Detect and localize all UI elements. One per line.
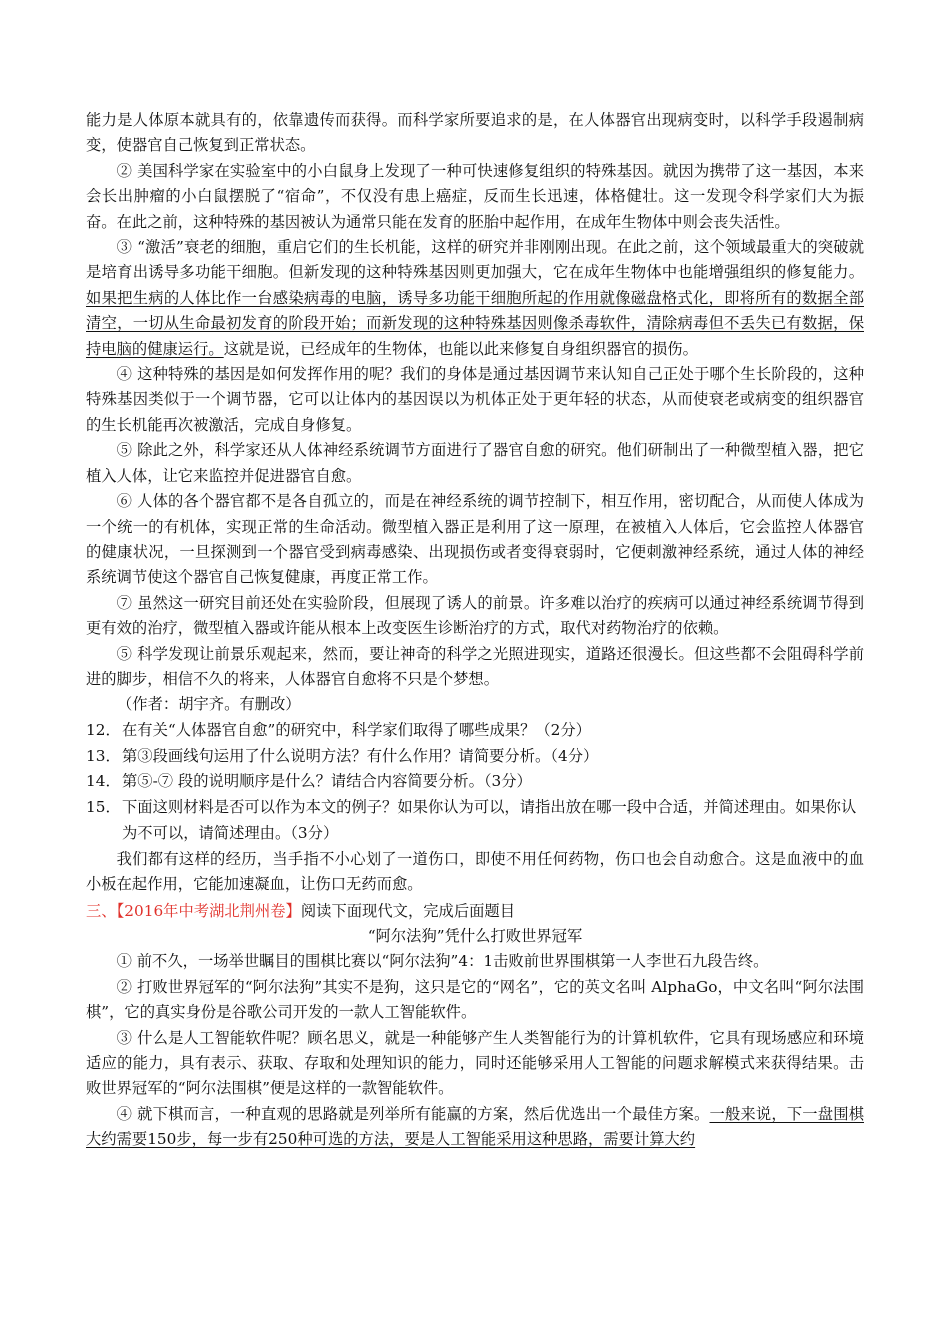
question-item (86, 769, 864, 795)
section-instruction: 阅读下面现代文，完成后面题目 (300, 901, 516, 920)
paragraph-4-intro-text: ④ 就下棋而言，一种直观的思路就是列举所有能赢的方案，然后优选出一个最佳方案。 (116, 1104, 710, 1123)
question-list (86, 718, 864, 847)
question-item (86, 795, 864, 847)
article2-paragraph-4 (86, 1102, 864, 1153)
article1-paragraph-2: ② 美国科学家在实验室中的小白鼠身上发现了一种可快速修复组织的特殊基因。就因为携带了这一基因，本来会长出肿瘤的小白鼠摆脱了“宿命”，不仅没有患上癌症，反而生长迅速，体格健壮。这一发现令科学家们大为振奋。在此之前，这种特殊的基因被认为通常只能在发育的胚胎中起作用，在成年生物体中则会丧失活性。 (86, 161, 864, 231)
article2-paragraph-3: ③ 什么是人工智能软件呢？顾名思义，就是一种能够产生人类智能行为的计算机软件，它具有现场感应和环境适应的能力，具有表示、获取、存取和处理知识的能力，同时还能够采用人工智能的问题求解模式来获得结果。击败世界冠军的“阿尔法围棋”便是这样的一款智能软件。 (86, 1028, 864, 1098)
article2-paragraph-1: ① 前不久，一场举世瞩目的围棋比赛以“阿尔法狗”4：1击败前世界围棋第一人李世石九段告终。 (116, 952, 769, 971)
article2-title: “阿尔法狗”凭什么打败世界冠军 (367, 926, 583, 945)
paragraph-3-underlined-sentence: 如果把生病的人体比作一台感染病毒的电脑，诱导多功能干细胞所起的作用就像磁盘格式化，即将所有的数据全部清空，一切从生命最初发育的阶段开始；而新发现的这种特殊基因则像杀毒软件，清除病毒但不丢失已有数据，保持电脑的健康运行。 (86, 288, 864, 358)
paragraph-4-underlined-sentence: 一般来说，下一盘围棋大约需要150步，每一步有250种可选的方法，要是人工智能采用这种思路，需要计算大约 (86, 1104, 864, 1149)
paragraph-3-intro-text: ③ “激活”衰老的细胞，重启它们的生长机能，这样的研究并非刚刚出现。在此之前，这个领域最重大的突破就是培育出诱导多功能干细胞。但新发现的这种特殊基因则更加强大，它在成年生物体中也能增强组织的修复能力。 (86, 238, 864, 282)
question-number: 15． (86, 798, 121, 817)
section-3-heading (86, 899, 864, 924)
question-number: 13． (86, 746, 121, 765)
author-note: （作者：胡宇齐。有删改） (117, 695, 301, 714)
question-number: 12． (86, 720, 121, 739)
exam-source: 【2016年中考湖北荆州卷】 (116, 901, 301, 920)
article1-paragraph-7: ⑦ 虽然这一研究目前还处在实验阶段，但展现了诱人的前景。许多难以治疗的疾病可以通过神经系统调节得到更有效的治疗，微型植入器或许能从根本上改变医生诊断治疗的方式，取代对药物治疗的依赖。 (86, 593, 864, 638)
question-item (86, 718, 864, 744)
question-text: 第③段画线句运用了什么说明方法？有什么作用？请简要分析。（4分） (122, 746, 599, 765)
question-item (86, 744, 864, 770)
article1-paragraph-8: ⑤ 科学发现让前景乐观起来，然而，要让神奇的科学之光照进现实，道路还很漫长。但这些都不会阻碍科学前进的脚步，相信不久的将来，人体器官自愈将不只是个梦想。 (86, 644, 864, 688)
article1-paragraph-5: ⑤ 除此之外，科学家还从人体神经系统调节方面进行了器官自愈的研究。他们研制出了一种微型植入器，把它植入人体，让它来监控并促进器官自愈。 (86, 441, 864, 485)
intro-paragraph-tail: 能力是人体原本就具有的，依靠遗传而获得。而科学家所要追求的是，在人体器官出现病变时，以科学手段遏制病变，使器官自己恢复到正常状态。 (86, 111, 864, 155)
article2-paragraph-2: ② 打败世界冠军的“阿尔法狗”其实不是狗，这只是它的“网名”，它的英文名叫 AlphaGo，中文名叫“阿尔法围棋”，它的真实身份是谷歌公司开发的一款人工智能软件。 (86, 977, 864, 1022)
question-text: 在有关“人体器官自愈”的研究中，科学家们取得了哪些成果？（2分） (122, 720, 591, 739)
material-paragraph: 我们都有这样的经历，当手指不小心划了一道伤口，即使不用任何药物，伤口也会自动愈合。这是血液中的血小板在起作用，它能加速凝血，让伤口无药而愈。 (86, 849, 864, 894)
article1-paragraph-4: ④ 这种特殊的基因是如何发挥作用的呢？我们的身体是通过基因调节来认知自己正处于哪个生长阶段的，这种特殊基因类似于一个调节器，它可以让体内的基因误以为机体正处于更年轻的状态，从而使衰老或病变的组织器官的生长机能再次被激活，完成自身修复。 (86, 365, 864, 434)
question-text: 第⑤-⑦ 段的说明顺序是什么？请结合内容简要分析。（3分） (122, 772, 532, 791)
paragraph-3-closing-text: 这就是说，已经成年的生物体，也能以此来修复自身组织器官的损伤。 (223, 339, 698, 358)
article1-paragraph-3 (86, 235, 864, 362)
article1-paragraph-6: ⑥ 人体的各个器官都不是各自孤立的，而是在神经系统的调节控制下，相互作用，密切配合，从而使人体成为一个统一的有机体，实现正常的生命活动。微型植入器正是利用了这一原理，在被植入人体后，它会监控人体器官的健康状况，一旦探测到一个器官受到病毒感染、出现损伤或者变得衰弱时，它便刺激神经系统，通过人体的神经系统调节使这个器官自己恢复健康，再度正常工作。 (86, 492, 864, 587)
question-number: 14． (86, 772, 121, 791)
question-text: 下面这则材料是否可以作为本文的例子？如果你认为可以，请指出放在哪一段中合适，并简述理由。如果你认为不可以，请简述理由。（3分） (122, 798, 857, 842)
section-number: 三、 (86, 901, 117, 920)
